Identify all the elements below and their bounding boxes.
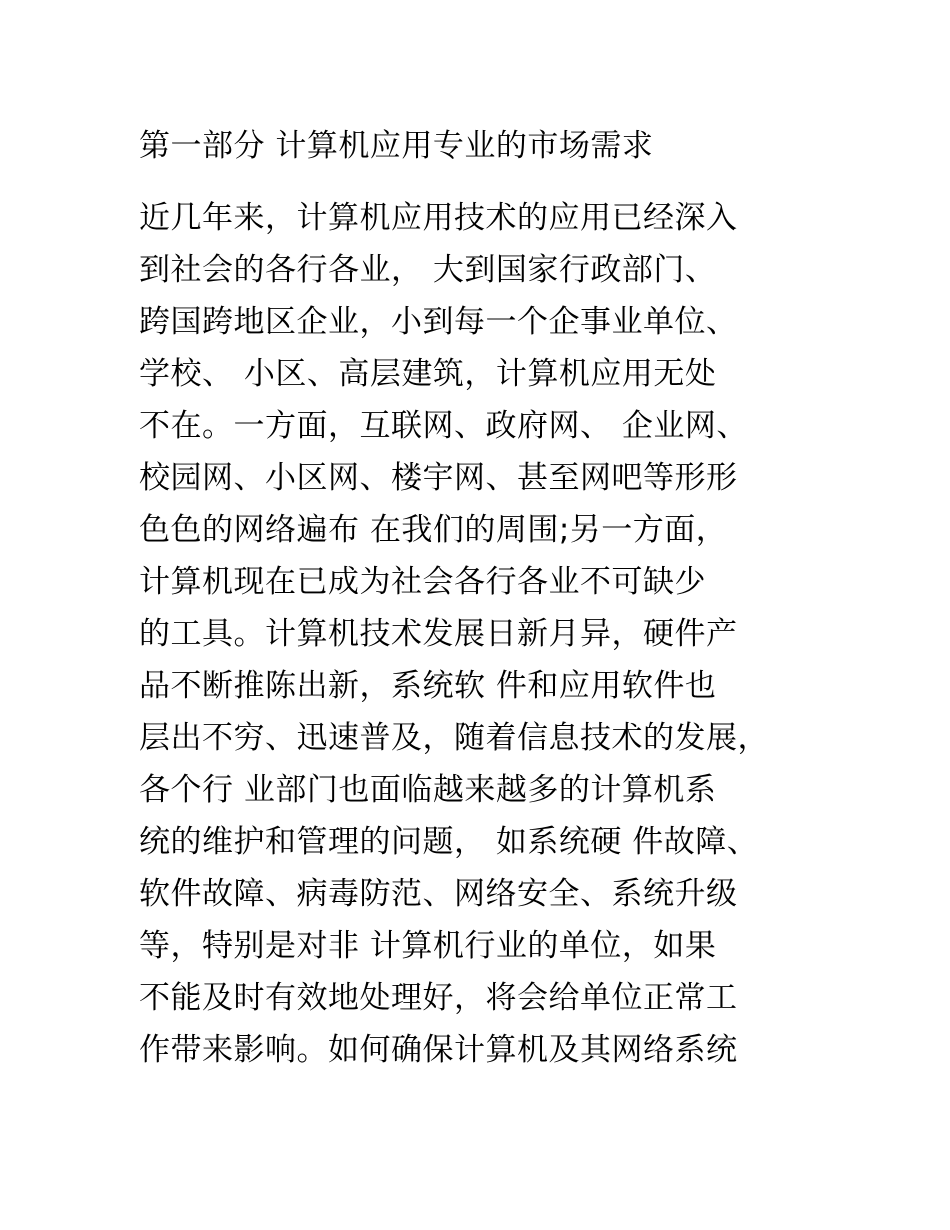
text-line: 层出不穷、迅速普及，随着信息技术的发展， bbox=[139, 720, 769, 756]
text-line: 等，特别是对非 计算机行业的单位，如果 bbox=[139, 928, 717, 964]
text-line: 各个行 业部门也面临越来越多的计算机系 bbox=[139, 772, 717, 808]
text-line: 统的维护和管理的问题， 如系统硬 件故障、 bbox=[139, 824, 759, 860]
text-line: 软件故障、病毒防范、网络安全、系统升级 bbox=[139, 876, 738, 912]
text-line: 计算机现在已成为社会各行各业不可缺少 bbox=[139, 564, 706, 600]
text-line: 色色的网络遍布 在我们的周围;另一方面， bbox=[139, 512, 728, 548]
text-line: 跨国跨地区企业，小到每一个企事业单位、 bbox=[139, 304, 738, 340]
text-line: 到社会的各行各业， 大到国家行政部门、 bbox=[139, 252, 717, 288]
text-line: 不在。一方面，互联网、政府网、 企业网、 bbox=[139, 408, 748, 444]
section-heading: 第一部分 计算机应用专业的市场需求 bbox=[139, 128, 654, 164]
text-line: 近几年来，计算机应用技术的应用已经深入 bbox=[139, 200, 738, 236]
text-line: 学校、 小区、高层建筑，计算机应用无处 bbox=[139, 356, 717, 392]
body-paragraph bbox=[139, 195, 839, 1079]
text-line: 作带来影响。如何确保计算机及其网络系统 bbox=[139, 1032, 738, 1068]
text-line: 不能及时有效地处理好，将会给单位正常工 bbox=[139, 980, 738, 1016]
text-line: 品不断推陈出新，系统软 件和应用软件也 bbox=[139, 668, 717, 704]
text-line: 校园网、小区网、楼宇网、甚至网吧等形形 bbox=[139, 460, 738, 496]
text-line: 的工具。计算机技术发展日新月异，硬件产 bbox=[139, 616, 738, 652]
